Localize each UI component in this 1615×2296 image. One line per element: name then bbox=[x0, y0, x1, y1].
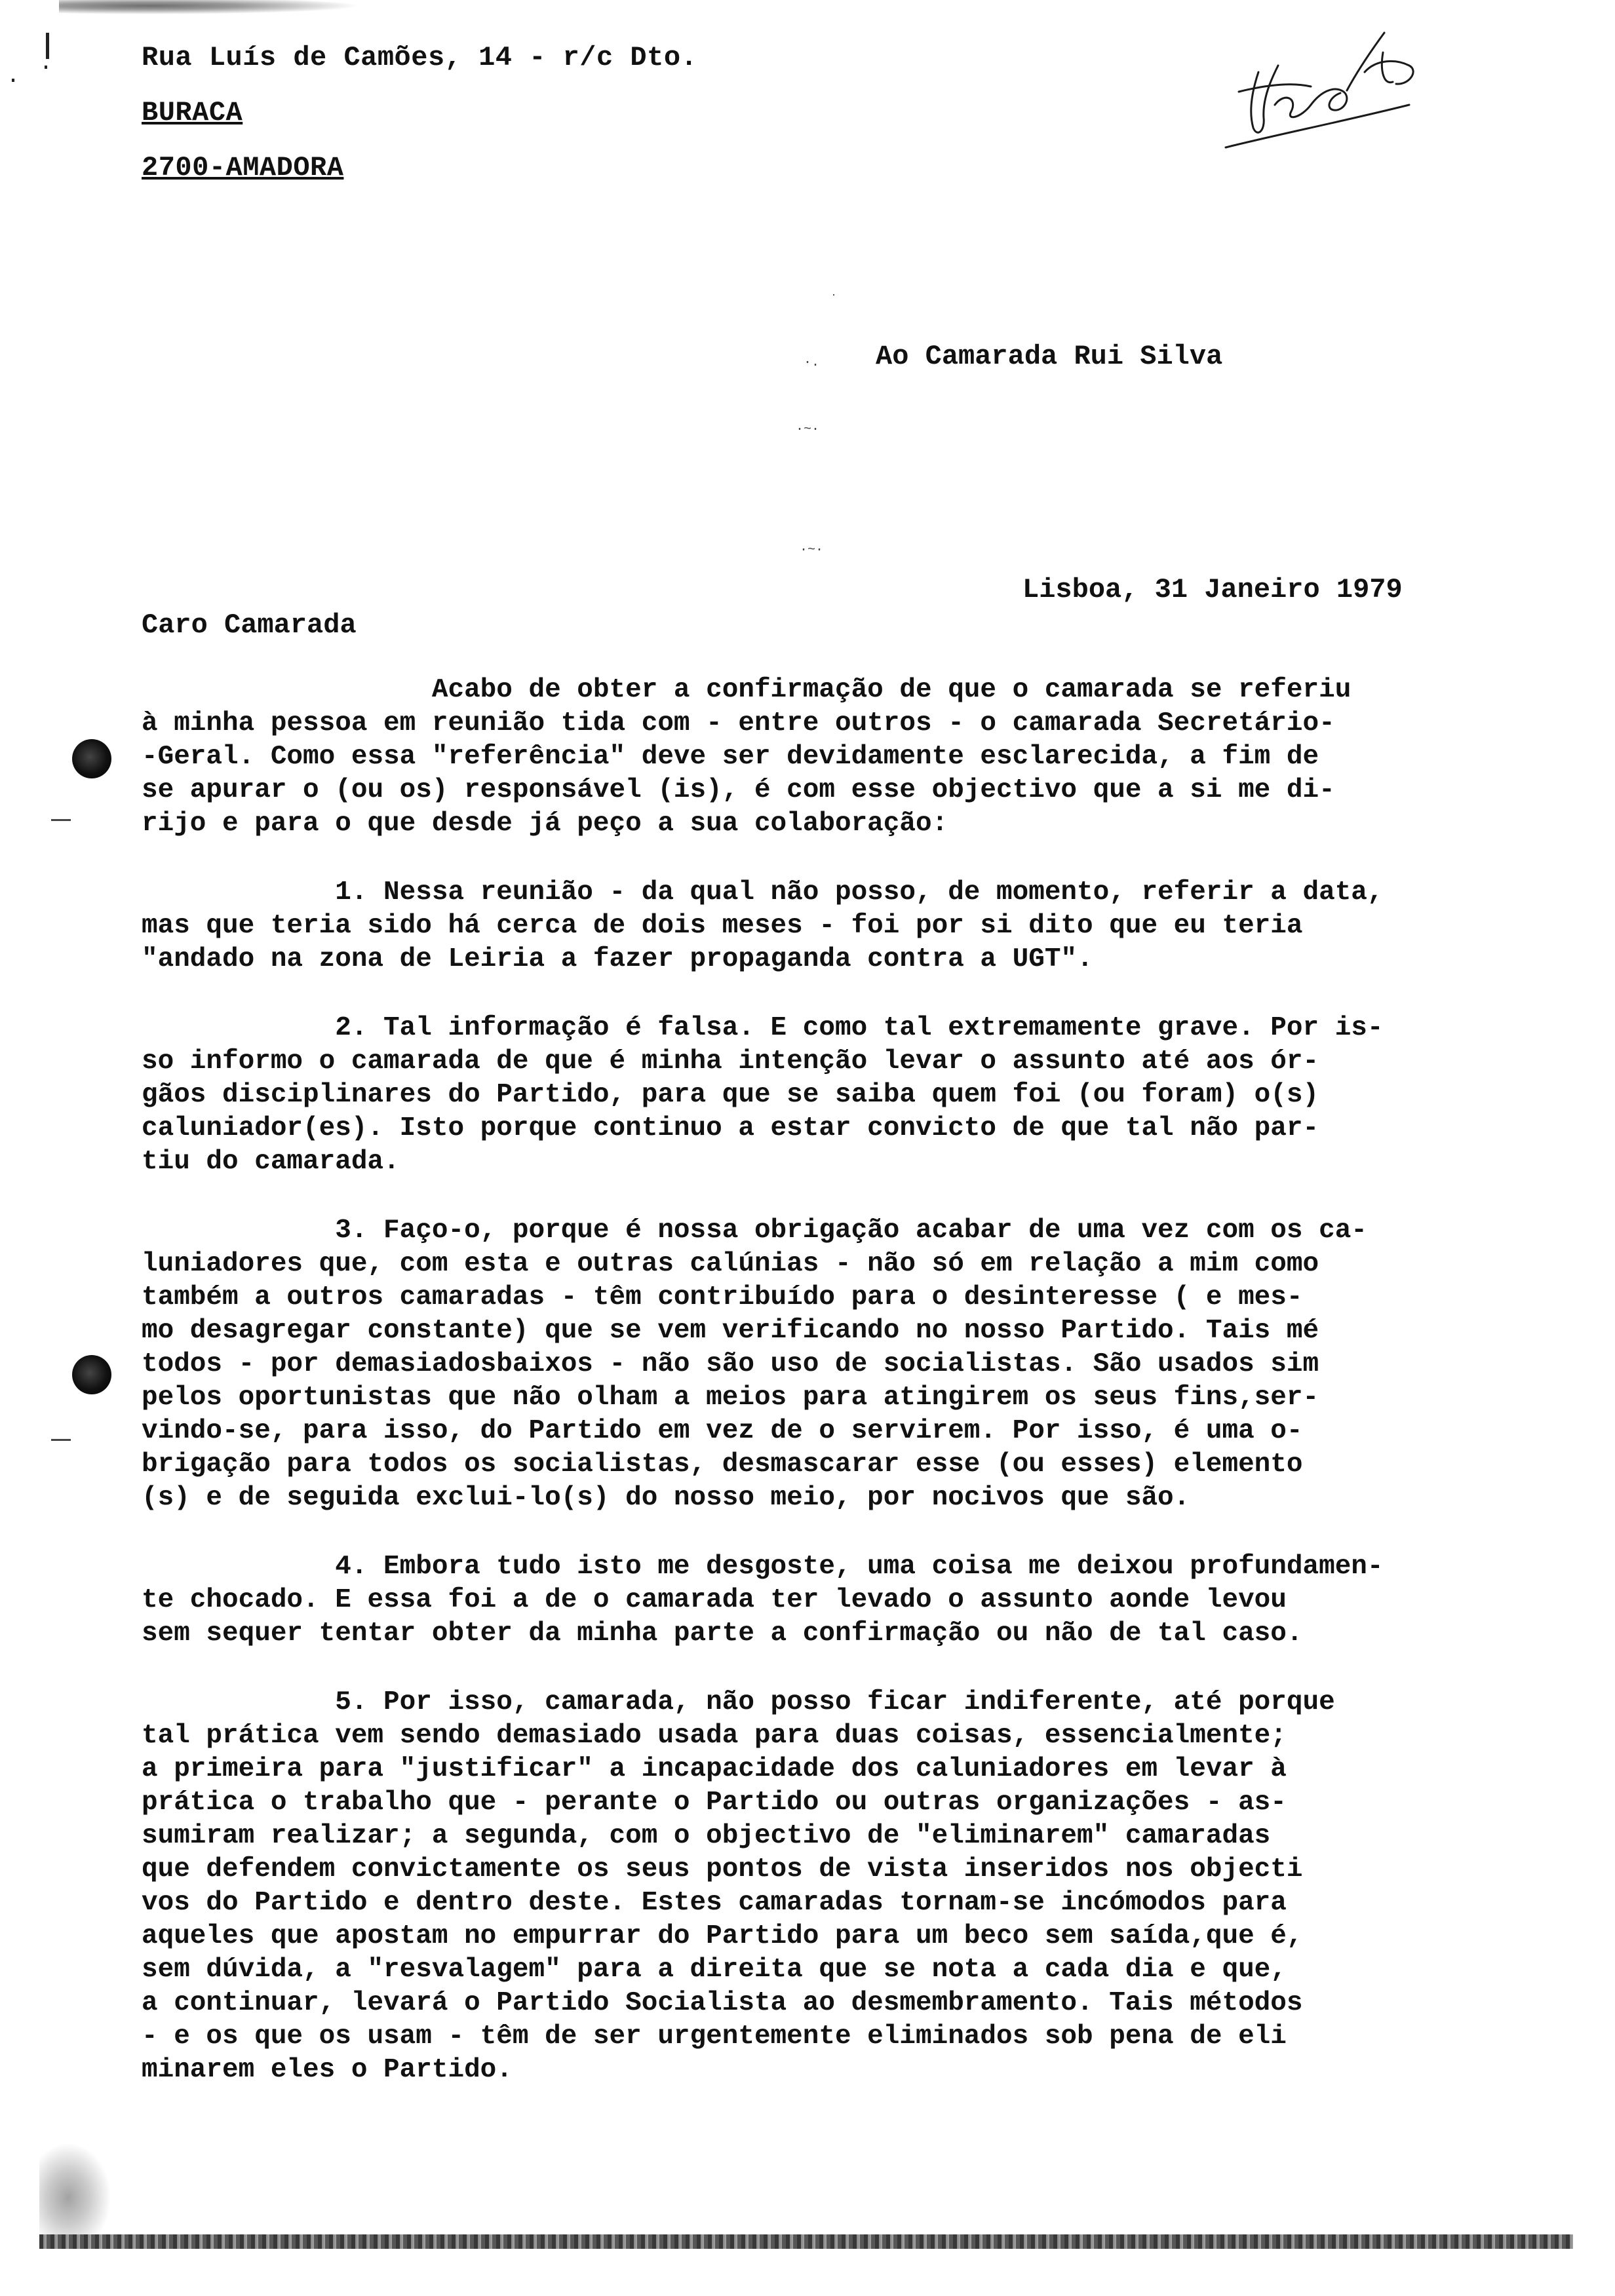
text-line: so informo o camarada de que é minha intenção levar o assunto até aos ór- bbox=[142, 1046, 1319, 1077]
text-line: pelos oportunistas que não olham a meios para atingirem os seus fins,ser- bbox=[142, 1383, 1319, 1413]
text-line: minarem eles o Partido. bbox=[142, 2055, 513, 2085]
sender-postal: 2700-AMADORA bbox=[142, 152, 344, 183]
text-line: gãos disciplinares do Partido, para que se saiba quem foi (ou foram) o(s) bbox=[142, 1080, 1319, 1110]
text-line: a continuar, levará o Partido Socialista ao desmembramento. Tais métodos bbox=[142, 1988, 1303, 2018]
paragraph-1 bbox=[142, 876, 1475, 976]
paragraph-2 bbox=[142, 1012, 1475, 1179]
paragraph-5 bbox=[142, 1686, 1475, 2087]
text-line: aqueles que apostam no empurrar do Partido para um beco sem saída,que é, bbox=[142, 1921, 1303, 1951]
text-line: sem sequer tentar obter da minha parte a confirmação ou não de tal caso. bbox=[142, 1618, 1303, 1649]
text-line: que defendem convictamente os seus pontos de vista inseridos nos objecti bbox=[142, 1854, 1303, 1885]
sender-address-line: Rua Luís de Camões, 14 - r/c Dto. bbox=[142, 42, 698, 73]
punch-mark bbox=[51, 1439, 71, 1441]
stray-mark: ˙ bbox=[830, 294, 838, 309]
edge-mark bbox=[45, 66, 47, 69]
text-line: mo desagregar constante) que se vem verificando no nosso Partido. Tais mé bbox=[142, 1316, 1319, 1346]
salutation: Caro Camarada bbox=[142, 609, 357, 641]
text-line: -Geral. Como essa "referência" deve ser devidamente esclarecida, a fim de bbox=[142, 742, 1319, 772]
punch-hole bbox=[72, 1355, 111, 1394]
edge-mark bbox=[46, 33, 49, 59]
stray-mark: ·. bbox=[804, 355, 820, 370]
punch-mark bbox=[51, 819, 71, 821]
handwritten-signature bbox=[1213, 13, 1449, 164]
text-line: tiu do camarada. bbox=[142, 1147, 400, 1177]
text-line: 5. Por isso, camarada, não posso ficar indiferente, até porque bbox=[142, 1687, 1335, 1717]
paragraph-3 bbox=[142, 1214, 1475, 1515]
text-line: vindo-se, para isso, do Partido em vez de o servirem. Por isso, é uma o- bbox=[142, 1416, 1303, 1446]
text-line: brigação para todos os socialistas, desmascarar esse (ou esses) elemento bbox=[142, 1449, 1303, 1480]
text-line: sem dúvida, a "resvalagem" para a direita que se nota a cada dia e que, bbox=[142, 1955, 1287, 1985]
punch-hole bbox=[72, 739, 111, 778]
text-line: também a outros camaradas - têm contribuído para o desinteresse ( e mes- bbox=[142, 1282, 1303, 1312]
text-line: Acabo de obter a confirmação de que o camarada se referiu bbox=[142, 675, 1352, 705]
text-line: todos - por demasiadosbaixos - não são uso de socialistas. São usados sim bbox=[142, 1349, 1319, 1379]
sender-locality: BURACA bbox=[142, 97, 243, 128]
text-line: rijo e para o que desde já peço a sua colaboração: bbox=[142, 809, 948, 839]
text-line: se apurar o (ou os) responsável (is), é com esse objectivo que a si me di- bbox=[142, 775, 1335, 805]
paragraph-4 bbox=[142, 1550, 1475, 1651]
text-line: vos do Partido e dentro deste. Estes camaradas tornam-se incómodos para bbox=[142, 1888, 1287, 1918]
stray-mark: ·~· bbox=[796, 422, 820, 437]
text-line: - e os que os usam - têm de ser urgentemente eliminados sob pena de eli bbox=[142, 2021, 1287, 2052]
text-line: mas que teria sido há cerca de dois meses - foi por si dito que eu teria bbox=[142, 911, 1303, 941]
text-line: 1. Nessa reunião - da qual não posso, de momento, referir a data, bbox=[142, 877, 1384, 908]
stray-mark: ·~· bbox=[800, 543, 824, 558]
text-line: caluniador(es). Isto porque continuo a estar convicto de que tal não par- bbox=[142, 1113, 1319, 1143]
sender-address-block bbox=[142, 30, 697, 195]
recipient: Ao Camarada Rui Silva bbox=[876, 341, 1223, 372]
scan-smudge-top bbox=[59, 0, 360, 14]
paragraph-intro bbox=[142, 674, 1475, 841]
text-line: sumiram realizar; a segunda, com o objectivo de "eliminarem" camaradas bbox=[142, 1821, 1271, 1851]
text-line: 2. Tal informação é falsa. E como tal extremamente grave. Por is- bbox=[142, 1013, 1384, 1043]
text-line: 4. Embora tudo isto me desgoste, uma coisa me deixou profundamen- bbox=[142, 1552, 1384, 1582]
text-line: a primeira para "justificar" a incapacidade dos caluniadores em levar à bbox=[142, 1754, 1287, 1784]
text-line: 3. Faço-o, porque é nossa obrigação acabar de uma vez com os ca- bbox=[142, 1215, 1367, 1246]
letter-date: Lisboa, 31 Janeiro 1979 bbox=[1022, 574, 1403, 605]
text-line: "andado na zona de Leiria a fazer propaganda contra a UGT". bbox=[142, 944, 1093, 974]
text-line: te chocado. E essa foi a de o camarada ter levado o assunto aonde levou bbox=[142, 1585, 1287, 1615]
text-line: tal prática vem sendo demasiado usada para duas coisas, essencialmente; bbox=[142, 1721, 1287, 1751]
letter-body bbox=[142, 674, 1475, 2122]
text-line: luniadores que, com esta e outras calúnias - não só em relação a mim como bbox=[142, 1249, 1319, 1279]
text-line: prática o trabalho que - perante o Partido ou outras organizações - as- bbox=[142, 1788, 1287, 1818]
text-line: à minha pessoa em reunião tida com - entre outros - o camarada Secretário- bbox=[142, 708, 1335, 738]
scan-smudge-bottom-left bbox=[39, 2143, 111, 2234]
edge-mark bbox=[12, 79, 14, 82]
scan-edge-bottom bbox=[39, 2234, 1573, 2249]
text-line: (s) e de seguida exclui-lo(s) do nosso meio, por nocivos que são. bbox=[142, 1483, 1190, 1513]
